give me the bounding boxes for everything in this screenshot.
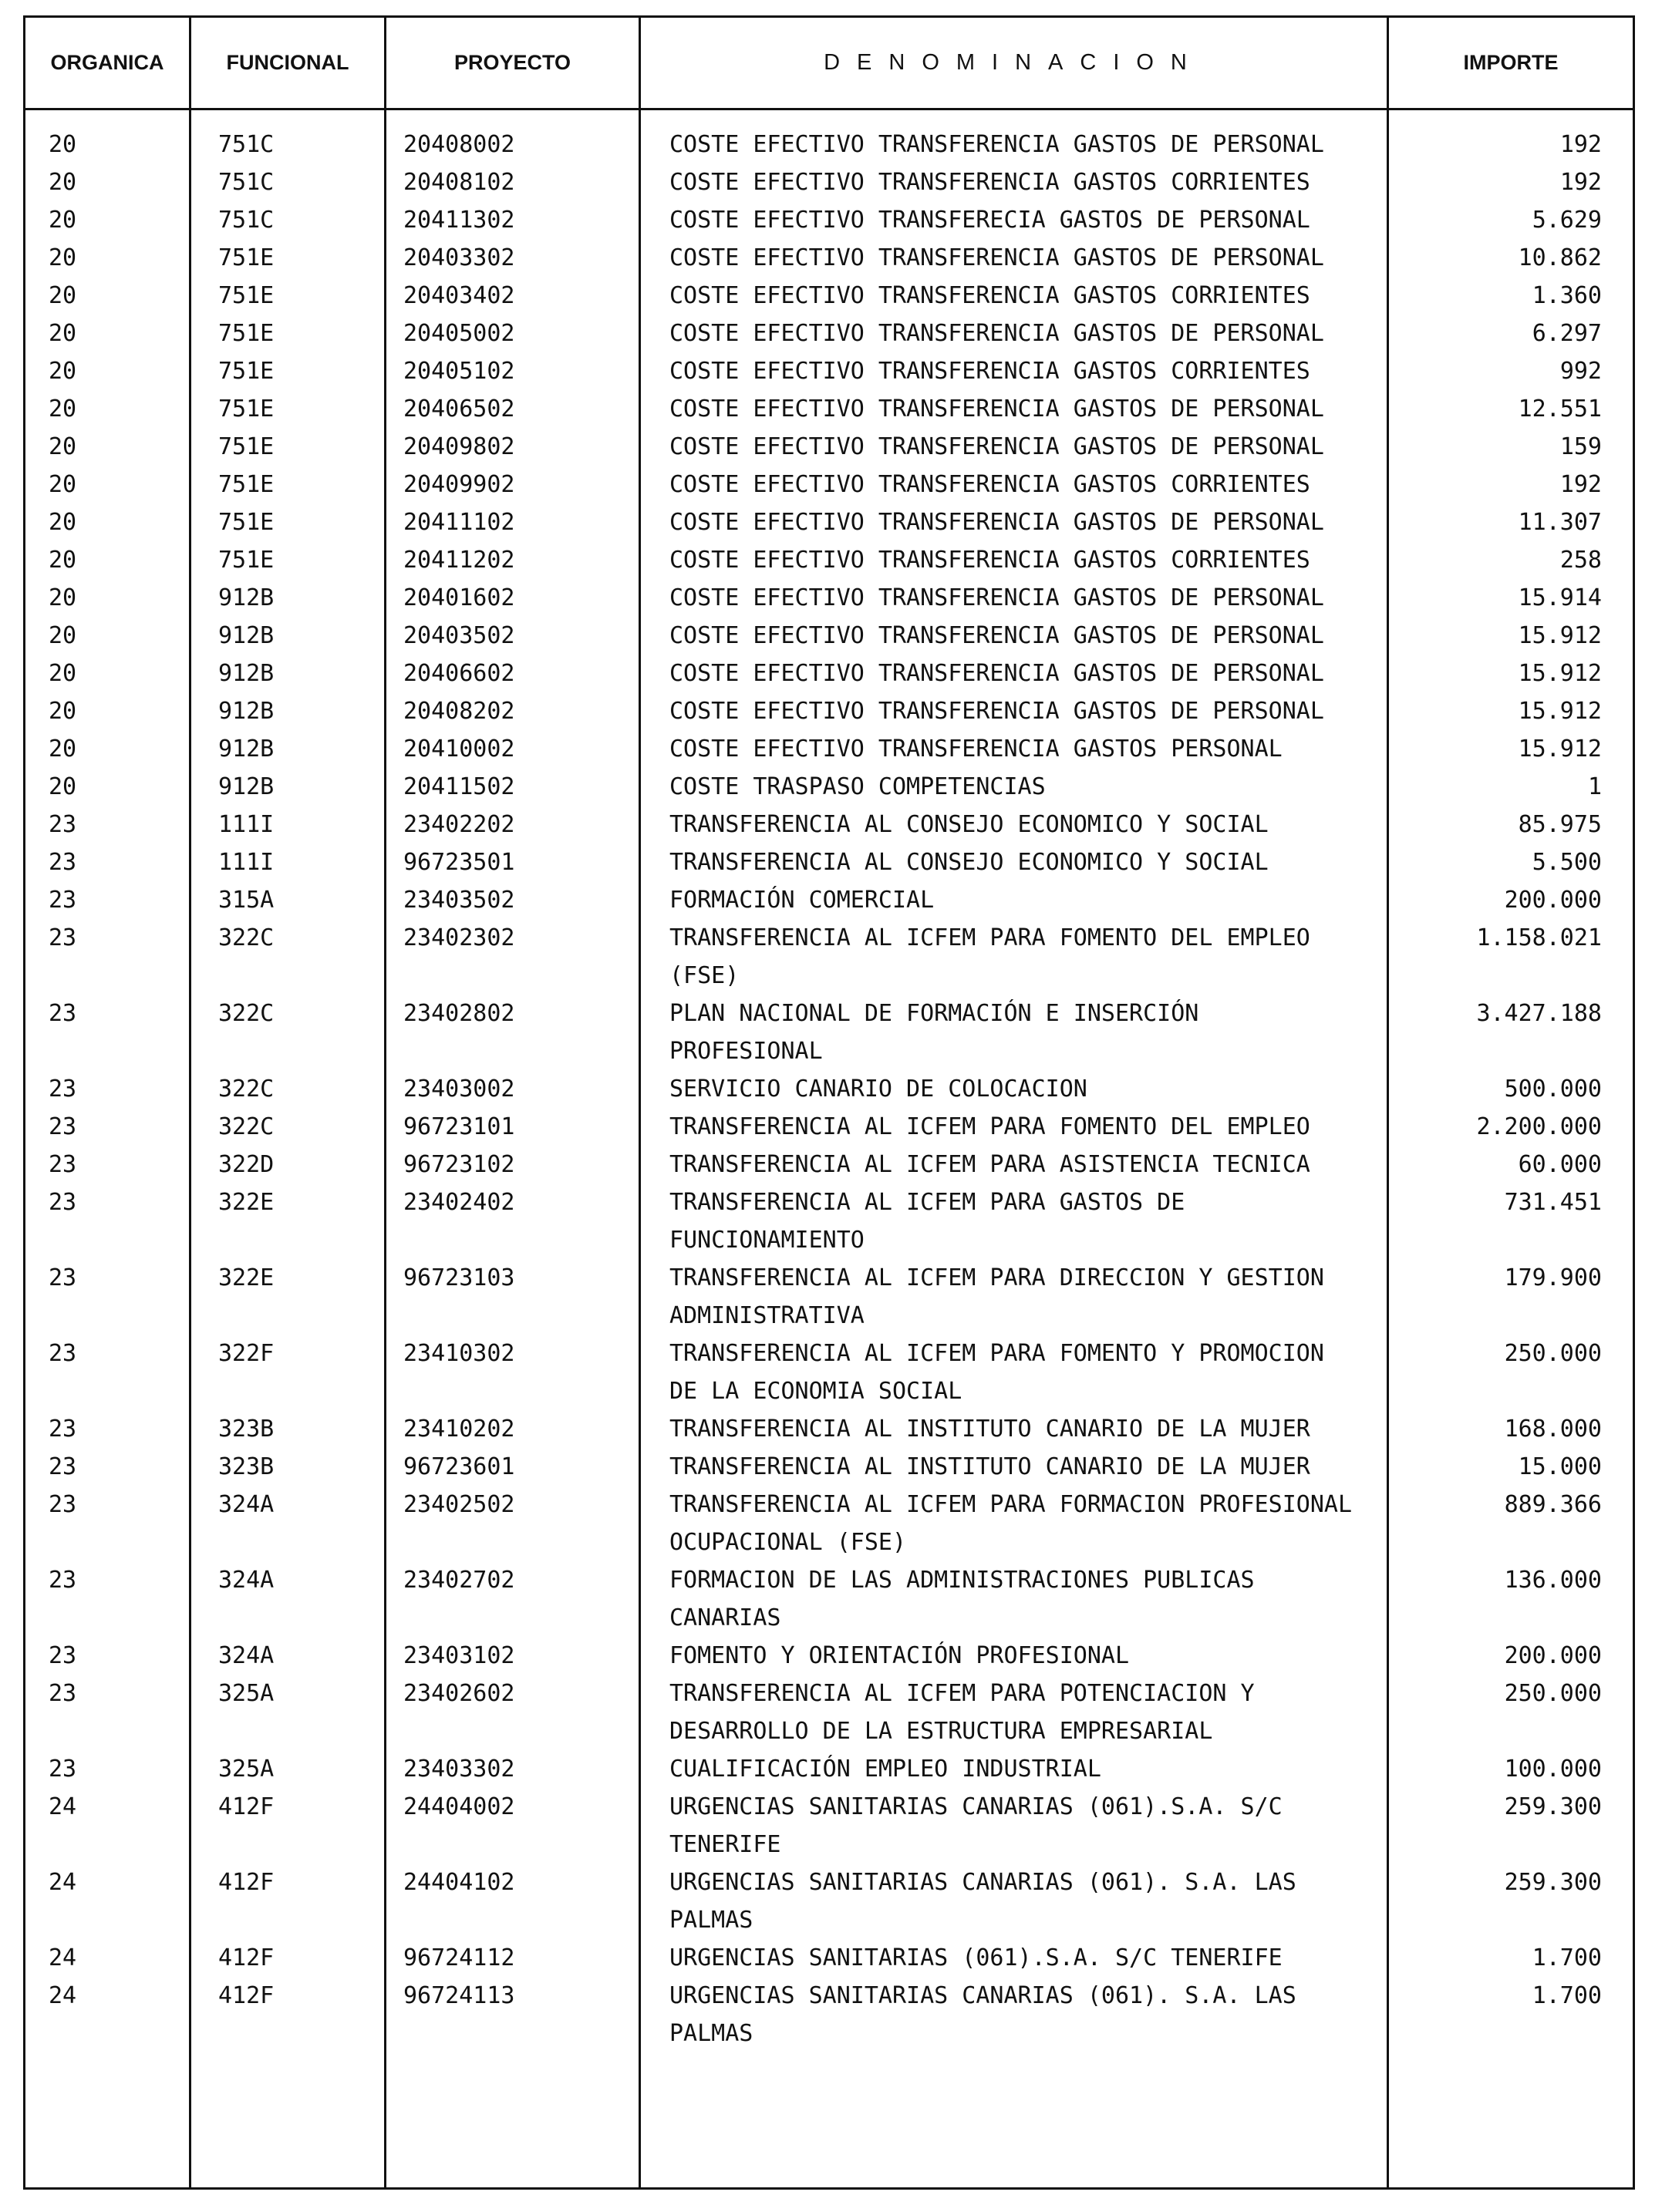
- cell-funcional: 751C: [218, 131, 275, 158]
- table-row: [25, 1448, 1633, 1486]
- cell-proyecto: 23402202: [403, 811, 515, 838]
- cell-funcional: 751E: [218, 509, 275, 536]
- table-row: [25, 919, 1633, 995]
- cell-organica: 23: [49, 1642, 77, 1669]
- table-row: [25, 843, 1633, 881]
- cell-denominacion: COSTE EFECTIVO TRANSFERENCIA GASTOS DE PERSONAL: [669, 320, 1324, 347]
- cell-proyecto: 24404002: [403, 1793, 515, 1820]
- cell-importe: 192: [1559, 169, 1602, 196]
- table-row: [25, 541, 1633, 579]
- cell-funcional: 111I: [218, 849, 275, 876]
- table-row: [25, 1410, 1633, 1448]
- table-row: [25, 1675, 1633, 1750]
- header-proyecto: PROYECTO: [453, 51, 571, 74]
- cell-importe: 15.000: [1518, 1453, 1602, 1480]
- cell-funcional: 912B: [218, 622, 275, 649]
- cell-organica: 20: [49, 207, 77, 234]
- table-row: [25, 277, 1633, 315]
- cell-proyecto: 20408202: [403, 698, 515, 725]
- cell-denominacion: COSTE TRASPASO COMPETENCIAS: [669, 773, 1046, 800]
- cell-importe: 3.427.188: [1476, 1000, 1602, 1027]
- cell-denominacion: COSTE EFECTIVO TRANSFERENCIA GASTOS DE PERSONAL: [669, 584, 1324, 611]
- header-funcional: FUNCIONAL: [226, 51, 349, 74]
- cell-denominacion: URGENCIAS SANITARIAS (061).S.A. S/C TENERIFE: [669, 1944, 1283, 1971]
- table-row: [25, 617, 1633, 655]
- cell-proyecto: 23402802: [403, 1000, 515, 1027]
- cell-denominacion: COSTE EFECTIVO TRANSFERECIA GASTOS DE PERSONAL: [669, 207, 1310, 234]
- cell-funcional: 322E: [218, 1264, 275, 1291]
- budget-table: [23, 15, 1635, 2190]
- cell-organica: 20: [49, 244, 77, 271]
- table-row: [25, 239, 1633, 277]
- cell-denominacion: TRANSFERENCIA AL ICFEM PARA ASISTENCIA TECNICA: [669, 1151, 1310, 1178]
- cell-organica: 23: [49, 1076, 77, 1103]
- cell-proyecto: 23403002: [403, 1076, 515, 1103]
- cell-denominacion: COSTE EFECTIVO TRANSFERENCIA GASTOS DE PERSONAL: [669, 622, 1324, 649]
- cell-denominacion: SERVICIO CANARIO DE COLOCACION: [669, 1076, 1087, 1103]
- cell-funcional: 322C: [218, 1076, 275, 1103]
- cell-organica: 20: [49, 320, 77, 347]
- cell-funcional: 912B: [218, 698, 275, 725]
- table-row: [25, 1486, 1633, 1561]
- cell-organica: 24: [49, 1982, 77, 2009]
- cell-denominacion: COSTE EFECTIVO TRANSFERENCIA GASTOS CORRIENTES: [669, 282, 1310, 309]
- cell-importe: 250.000: [1504, 1340, 1602, 1367]
- cell-proyecto: 20406602: [403, 660, 515, 687]
- cell-funcional: 322D: [218, 1151, 275, 1178]
- table-row: [25, 352, 1633, 390]
- cell-funcional: 315A: [218, 887, 275, 914]
- cell-denominacion: COSTE EFECTIVO TRANSFERENCIA GASTOS CORRIENTES: [669, 169, 1310, 196]
- cell-organica: 23: [49, 1416, 77, 1443]
- cell-importe: 168.000: [1504, 1416, 1602, 1443]
- cell-organica: 23: [49, 1453, 77, 1480]
- cell-proyecto: 20409902: [403, 471, 515, 498]
- cell-importe: 15.914: [1518, 584, 1602, 611]
- cell-denominacion: FORMACIÓN COMERCIAL: [669, 887, 935, 914]
- cell-denominacion: TRANSFERENCIA AL CONSEJO ECONOMICO Y SOCIAL: [669, 811, 1269, 838]
- table-row: [25, 503, 1633, 541]
- cell-organica: 23: [49, 1151, 77, 1178]
- cell-importe: 1.700: [1532, 1944, 1602, 1971]
- cell-importe: 15.912: [1518, 622, 1602, 649]
- cell-denominacion: COSTE EFECTIVO TRANSFERENCIA GASTOS DE PERSONAL: [669, 509, 1324, 536]
- table-header: [25, 18, 1633, 110]
- cell-proyecto: 20403302: [403, 244, 515, 271]
- table-row: [25, 163, 1633, 201]
- table-row: [25, 1259, 1633, 1335]
- cell-funcional: 751E: [218, 358, 275, 385]
- cell-organica: 23: [49, 1756, 77, 1783]
- cell-importe: 15.912: [1518, 698, 1602, 725]
- cell-proyecto: 23402702: [403, 1567, 515, 1594]
- table-row: [25, 390, 1633, 428]
- cell-importe: 889.366: [1504, 1491, 1602, 1518]
- cell-proyecto: 23402402: [403, 1189, 515, 1216]
- cell-proyecto: 23403102: [403, 1642, 515, 1669]
- cell-denominacion: COSTE EFECTIVO TRANSFERENCIA GASTOS DE PERSONAL: [669, 396, 1324, 423]
- cell-denominacion: URGENCIAS SANITARIAS CANARIAS (061). S.A. LAS PALMAS: [669, 1982, 1296, 2047]
- cell-importe: 1.158.021: [1476, 924, 1602, 951]
- cell-proyecto: 23402602: [403, 1680, 515, 1707]
- cell-funcional: 412F: [218, 1982, 275, 2009]
- cell-denominacion: TRANSFERENCIA AL ICFEM PARA FOMENTO DEL EMPLEO (FSE): [669, 924, 1310, 989]
- cell-funcional: 912B: [218, 736, 275, 763]
- cell-proyecto: 20401602: [403, 584, 515, 611]
- cell-organica: 23: [49, 811, 77, 838]
- cell-importe: 259.300: [1504, 1869, 1602, 1896]
- cell-organica: 23: [49, 924, 77, 951]
- cell-organica: 20: [49, 622, 77, 649]
- cell-importe: 85.975: [1518, 811, 1602, 838]
- cell-organica: 20: [49, 698, 77, 725]
- cell-funcional: 751E: [218, 282, 275, 309]
- cell-denominacion: TRANSFERENCIA AL ICFEM PARA FOMENTO DEL EMPLEO: [669, 1113, 1310, 1140]
- cell-importe: 2.200.000: [1476, 1113, 1602, 1140]
- table-row: [25, 1070, 1633, 1108]
- cell-organica: 23: [49, 1680, 77, 1707]
- cell-organica: 20: [49, 509, 77, 536]
- table-row: [25, 881, 1633, 919]
- cell-proyecto: 20411102: [403, 509, 515, 536]
- cell-denominacion: TRANSFERENCIA AL CONSEJO ECONOMICO Y SOCIAL: [669, 849, 1269, 876]
- cell-organica: 20: [49, 433, 77, 460]
- cell-importe: 1.700: [1532, 1982, 1602, 2009]
- cell-proyecto: 20403402: [403, 282, 515, 309]
- table-row: [25, 1183, 1633, 1259]
- cell-proyecto: 20410002: [403, 736, 515, 763]
- cell-importe: 179.900: [1504, 1264, 1602, 1291]
- cell-proyecto: 96724113: [403, 1982, 515, 2009]
- cell-denominacion: COSTE EFECTIVO TRANSFERENCIA GASTOS DE PERSONAL: [669, 433, 1324, 460]
- cell-importe: 500.000: [1504, 1076, 1602, 1103]
- cell-proyecto: 23410302: [403, 1340, 515, 1367]
- cell-organica: 20: [49, 773, 77, 800]
- cell-importe: 200.000: [1504, 1642, 1602, 1669]
- cell-organica: 20: [49, 169, 77, 196]
- cell-denominacion: COSTE EFECTIVO TRANSFERENCIA GASTOS PERSONAL: [669, 736, 1283, 763]
- table-body: [25, 126, 1633, 2052]
- cell-importe: 15.912: [1518, 736, 1602, 763]
- cell-organica: 20: [49, 584, 77, 611]
- header-organica: ORGANICA: [50, 51, 164, 74]
- cell-importe: 12.551: [1518, 396, 1602, 423]
- table-row: [25, 1977, 1633, 2052]
- cell-proyecto: 20408102: [403, 169, 515, 196]
- cell-funcional: 912B: [218, 584, 275, 611]
- cell-proyecto: 20405102: [403, 358, 515, 385]
- cell-denominacion: URGENCIAS SANITARIAS CANARIAS (061). S.A. LAS PALMAS: [669, 1869, 1296, 1934]
- cell-organica: 23: [49, 1491, 77, 1518]
- cell-organica: 23: [49, 1340, 77, 1367]
- cell-proyecto: 96723101: [403, 1113, 515, 1140]
- table-row: [25, 1561, 1633, 1637]
- cell-funcional: 751E: [218, 471, 275, 498]
- cell-proyecto: 20406502: [403, 396, 515, 423]
- cell-funcional: 324A: [218, 1567, 275, 1594]
- cell-proyecto: 20409802: [403, 433, 515, 460]
- cell-proyecto: 20403502: [403, 622, 515, 649]
- cell-proyecto: 23402502: [403, 1491, 515, 1518]
- cell-importe: 6.297: [1532, 320, 1602, 347]
- cell-funcional: 751E: [218, 244, 275, 271]
- cell-denominacion: TRANSFERENCIA AL ICFEM PARA FORMACION PROFESIONAL OCUPACIONAL (FSE): [669, 1491, 1353, 1556]
- cell-denominacion: COSTE EFECTIVO TRANSFERENCIA GASTOS DE PERSONAL: [669, 244, 1324, 271]
- table-row: [25, 126, 1633, 163]
- cell-funcional: 912B: [218, 660, 275, 687]
- cell-proyecto: 96723501: [403, 849, 515, 876]
- cell-organica: 23: [49, 1113, 77, 1140]
- table-row: [25, 1864, 1633, 1939]
- table-row: [25, 1788, 1633, 1864]
- cell-denominacion: COSTE EFECTIVO TRANSFERENCIA GASTOS CORRIENTES: [669, 547, 1310, 574]
- cell-funcional: 412F: [218, 1869, 275, 1896]
- cell-proyecto: 96724112: [403, 1944, 515, 1971]
- cell-importe: 136.000: [1504, 1567, 1602, 1594]
- cell-denominacion: TRANSFERENCIA AL ICFEM PARA FOMENTO Y PROMOCION DE LA ECONOMIA SOCIAL: [669, 1340, 1324, 1405]
- cell-organica: 20: [49, 547, 77, 574]
- cell-organica: 23: [49, 1567, 77, 1594]
- cell-organica: 20: [49, 660, 77, 687]
- cell-denominacion: COSTE EFECTIVO TRANSFERENCIA GASTOS DE PERSONAL: [669, 131, 1324, 158]
- cell-funcional: 324A: [218, 1642, 275, 1669]
- table-row: [25, 579, 1633, 617]
- cell-organica: 20: [49, 131, 77, 158]
- cell-organica: 20: [49, 396, 77, 423]
- cell-funcional: 322F: [218, 1340, 275, 1367]
- table-row: [25, 201, 1633, 239]
- cell-denominacion: FOMENTO Y ORIENTACIÓN PROFESIONAL: [669, 1642, 1130, 1669]
- cell-organica: 23: [49, 1000, 77, 1027]
- header-denominacion: DENOMINACION: [824, 50, 1204, 75]
- table-row: [25, 1637, 1633, 1675]
- cell-funcional: 751E: [218, 396, 275, 423]
- cell-proyecto: 96723102: [403, 1151, 515, 1178]
- cell-proyecto: 23403502: [403, 887, 515, 914]
- cell-importe: 258: [1559, 547, 1602, 574]
- cell-proyecto: 23403302: [403, 1756, 515, 1783]
- cell-organica: 23: [49, 849, 77, 876]
- table-row: [25, 655, 1633, 692]
- cell-funcional: 325A: [218, 1756, 275, 1783]
- cell-organica: 20: [49, 736, 77, 763]
- table-row: [25, 428, 1633, 466]
- cell-importe: 11.307: [1518, 509, 1602, 536]
- cell-organica: 24: [49, 1793, 77, 1820]
- cell-funcional: 322C: [218, 924, 275, 951]
- cell-importe: 5.629: [1532, 207, 1602, 234]
- cell-organica: 20: [49, 471, 77, 498]
- cell-proyecto: 23402302: [403, 924, 515, 951]
- header-importe: IMPORTE: [1463, 51, 1559, 74]
- cell-organica: 23: [49, 1189, 77, 1216]
- cell-organica: 23: [49, 1264, 77, 1291]
- cell-denominacion: TRANSFERENCIA AL ICFEM PARA POTENCIACION Y DESARROLLO DE LA ESTRUCTURA EMPRESARIAL: [669, 1680, 1255, 1745]
- cell-importe: 200.000: [1504, 887, 1602, 914]
- cell-funcional: 322E: [218, 1189, 275, 1216]
- cell-proyecto: 20411202: [403, 547, 515, 574]
- cell-denominacion: URGENCIAS SANITARIAS CANARIAS (061).S.A. S/C TENERIFE: [669, 1793, 1283, 1858]
- cell-funcional: 324A: [218, 1491, 275, 1518]
- cell-funcional: 751E: [218, 320, 275, 347]
- cell-importe: 992: [1559, 358, 1602, 385]
- cell-funcional: 412F: [218, 1793, 275, 1820]
- cell-importe: 60.000: [1518, 1151, 1602, 1178]
- cell-denominacion: TRANSFERENCIA AL ICFEM PARA GASTOS DE FUNCIONAMIENTO: [669, 1189, 1185, 1254]
- cell-proyecto: 96723103: [403, 1264, 515, 1291]
- cell-funcional: 322C: [218, 1000, 275, 1027]
- cell-funcional: 325A: [218, 1680, 275, 1707]
- cell-importe: 192: [1559, 471, 1602, 498]
- cell-denominacion: COSTE EFECTIVO TRANSFERENCIA GASTOS DE PERSONAL: [669, 698, 1324, 725]
- cell-denominacion: COSTE EFECTIVO TRANSFERENCIA GASTOS CORRIENTES: [669, 471, 1310, 498]
- cell-proyecto: 20408002: [403, 131, 515, 158]
- cell-funcional: 322C: [218, 1113, 275, 1140]
- table-row: [25, 730, 1633, 768]
- cell-denominacion: COSTE EFECTIVO TRANSFERENCIA GASTOS CORRIENTES: [669, 358, 1310, 385]
- table-row: [25, 1108, 1633, 1146]
- cell-importe: 100.000: [1504, 1756, 1602, 1783]
- table-row: [25, 692, 1633, 730]
- table-row: [25, 1750, 1633, 1788]
- cell-denominacion: FORMACION DE LAS ADMINISTRACIONES PUBLICAS CANARIAS: [669, 1567, 1255, 1631]
- cell-proyecto: 20411302: [403, 207, 515, 234]
- cell-importe: 10.862: [1518, 244, 1602, 271]
- cell-funcional: 323B: [218, 1416, 275, 1443]
- table-row: [25, 995, 1633, 1070]
- cell-importe: 1: [1587, 773, 1602, 800]
- cell-funcional: 412F: [218, 1944, 275, 1971]
- table-row: [25, 1146, 1633, 1183]
- cell-funcional: 912B: [218, 773, 275, 800]
- cell-organica: 20: [49, 282, 77, 309]
- cell-importe: 250.000: [1504, 1680, 1602, 1707]
- table-row: [25, 466, 1633, 503]
- cell-importe: 192: [1559, 131, 1602, 158]
- cell-proyecto: 96723601: [403, 1453, 515, 1480]
- cell-denominacion: TRANSFERENCIA AL INSTITUTO CANARIO DE LA MUJER: [669, 1416, 1310, 1443]
- cell-denominacion: TRANSFERENCIA AL INSTITUTO CANARIO DE LA MUJER: [669, 1453, 1310, 1480]
- cell-importe: 1.360: [1532, 282, 1602, 309]
- cell-importe: 731.451: [1504, 1189, 1602, 1216]
- cell-funcional: 111I: [218, 811, 275, 838]
- cell-denominacion: COSTE EFECTIVO TRANSFERENCIA GASTOS DE PERSONAL: [669, 660, 1324, 687]
- cell-organica: 24: [49, 1944, 77, 1971]
- cell-denominacion: PLAN NACIONAL DE FORMACIÓN E INSERCIÓN PROFESIONAL: [669, 1000, 1199, 1065]
- cell-proyecto: 20405002: [403, 320, 515, 347]
- cell-denominacion: CUALIFICACIÓN EMPLEO INDUSTRIAL: [669, 1756, 1101, 1783]
- cell-proyecto: 20411502: [403, 773, 515, 800]
- table-row: [25, 768, 1633, 806]
- cell-importe: 259.300: [1504, 1793, 1602, 1820]
- cell-funcional: 751E: [218, 433, 275, 460]
- cell-importe: 5.500: [1532, 849, 1602, 876]
- cell-funcional: 751C: [218, 207, 275, 234]
- cell-organica: 20: [49, 358, 77, 385]
- cell-funcional: 751E: [218, 547, 275, 574]
- cell-importe: 15.912: [1518, 660, 1602, 687]
- cell-funcional: 751C: [218, 169, 275, 196]
- cell-organica: 23: [49, 887, 77, 914]
- table-row: [25, 1939, 1633, 1977]
- table-row: [25, 1335, 1633, 1410]
- cell-proyecto: 23410202: [403, 1416, 515, 1443]
- cell-organica: 24: [49, 1869, 77, 1896]
- cell-importe: 159: [1559, 433, 1602, 460]
- table-row: [25, 315, 1633, 352]
- cell-proyecto: 24404102: [403, 1869, 515, 1896]
- table-row: [25, 806, 1633, 843]
- cell-denominacion: TRANSFERENCIA AL ICFEM PARA DIRECCION Y GESTION ADMINISTRATIVA: [669, 1264, 1324, 1329]
- cell-funcional: 323B: [218, 1453, 275, 1480]
